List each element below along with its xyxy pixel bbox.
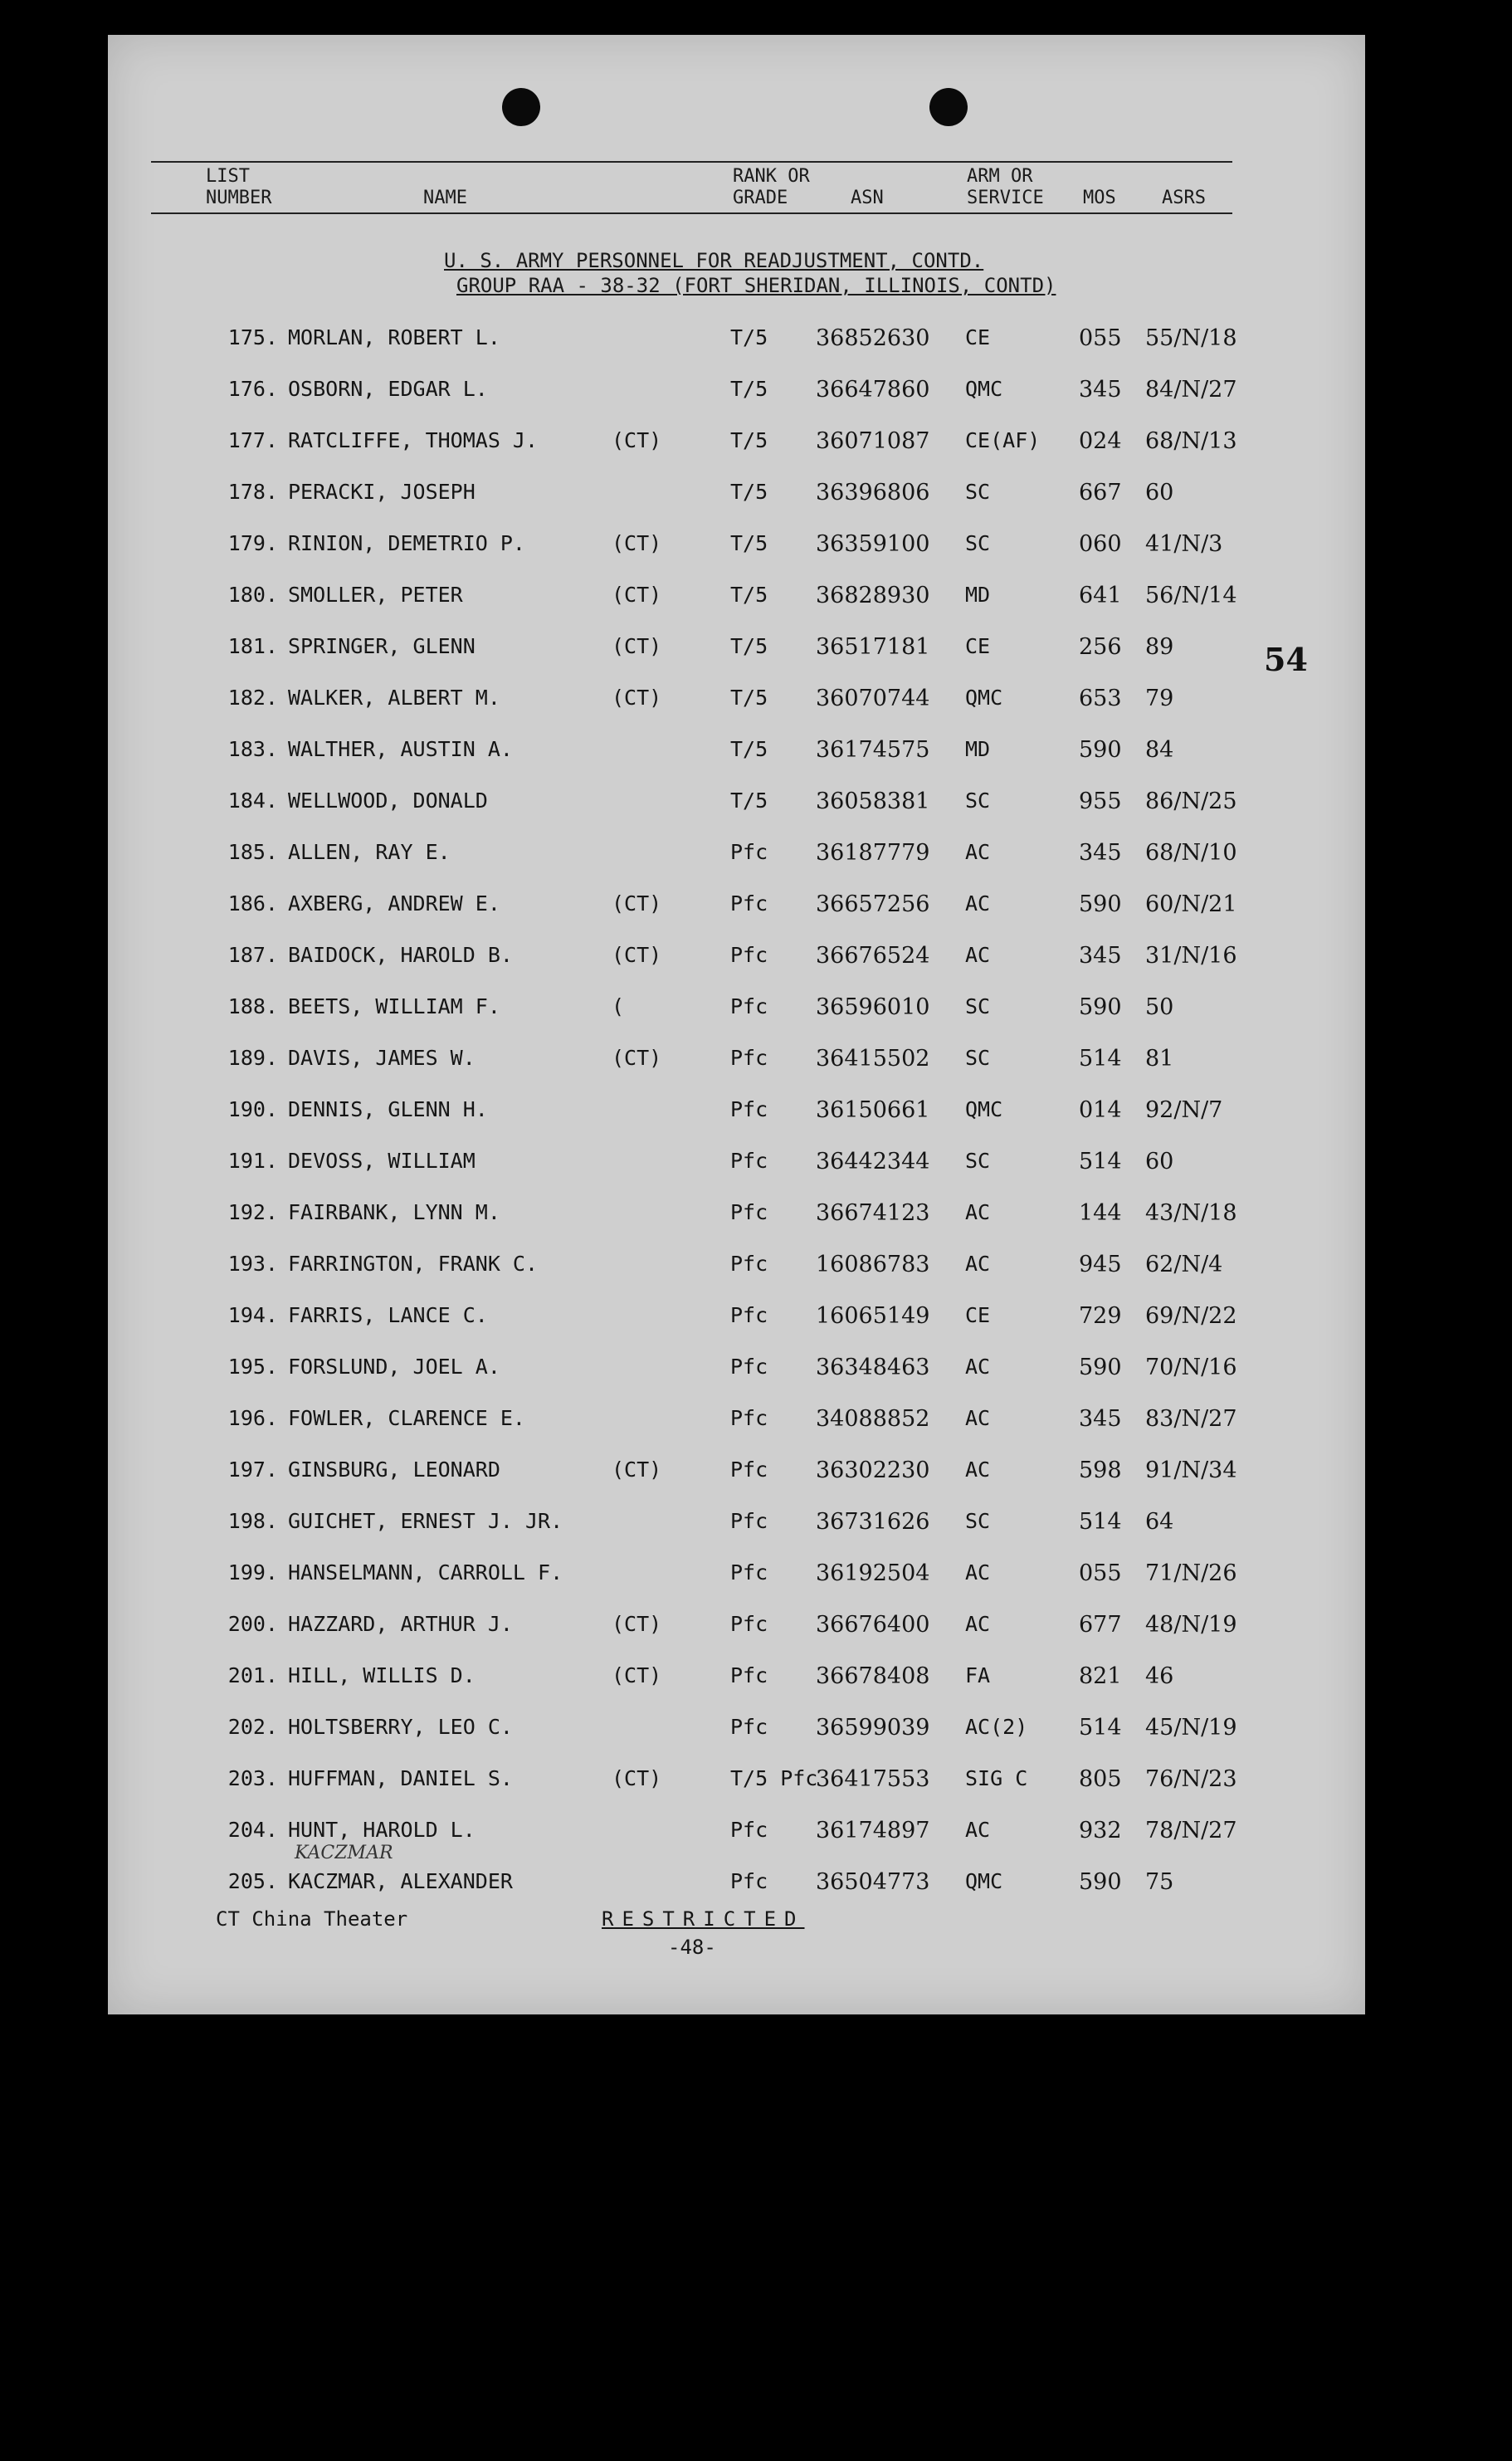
row-arm: QMC — [965, 1869, 1003, 1893]
row-asrs: 50 — [1145, 994, 1174, 1020]
row-asrs: 84 — [1145, 737, 1174, 763]
row-mos: 945 — [1079, 1252, 1122, 1277]
row-asrs: 68/N/10 — [1145, 840, 1237, 866]
row-arm: AC — [965, 1818, 991, 1842]
row-mos: 345 — [1079, 377, 1122, 403]
row-name: PERACKI, JOSEPH — [288, 480, 476, 504]
row-mos: 677 — [1079, 1612, 1122, 1638]
list-row — [108, 1200, 1365, 1233]
row-mos: 932 — [1079, 1818, 1122, 1843]
list-row — [108, 1458, 1365, 1491]
row-mos: 256 — [1079, 634, 1122, 660]
row-mos: 345 — [1079, 943, 1122, 969]
row-arm: AC — [965, 1560, 991, 1585]
list-row — [108, 1869, 1365, 1902]
row-rank: Pfc — [730, 1046, 768, 1070]
row-name: BEETS, WILLIAM F. — [288, 994, 500, 1018]
row-name: WALKER, ALBERT M. — [288, 686, 500, 710]
row-asrs: 64 — [1145, 1509, 1174, 1535]
row-arm: SC — [965, 1149, 991, 1173]
row-asrs: 43/N/18 — [1145, 1200, 1237, 1226]
list-row — [108, 1406, 1365, 1439]
row-asn: 16065149 — [816, 1303, 930, 1329]
row-asrs: 31/N/16 — [1145, 943, 1237, 969]
row-name: FARRINGTON, FRANK C. — [288, 1252, 539, 1276]
row-arm: AC — [965, 891, 991, 916]
row-name: FORSLUND, JOEL A. — [288, 1355, 500, 1379]
row-arm: CE — [965, 1303, 991, 1327]
row-mos: 590 — [1079, 1869, 1122, 1895]
list-row — [108, 1149, 1365, 1182]
list-row — [108, 840, 1365, 873]
header-top-rule — [151, 161, 1232, 163]
row-asn: 36599039 — [816, 1715, 930, 1741]
row-ct: (CT) — [612, 531, 662, 555]
row-rank: T/5 Pfc — [730, 1766, 818, 1790]
row-rank: Pfc — [730, 1303, 768, 1327]
footer-legend: CT China Theater — [216, 1907, 408, 1931]
list-row — [108, 531, 1365, 564]
row-mos: 055 — [1079, 1560, 1122, 1586]
row-asn: 34088852 — [816, 1406, 930, 1432]
row-asn: 36174897 — [816, 1818, 930, 1843]
row-mos: 729 — [1079, 1303, 1122, 1329]
row-rank: T/5 — [730, 737, 768, 761]
row-name: HANSELMANN, CARROLL F. — [288, 1560, 563, 1585]
row-rank: Pfc — [730, 1097, 768, 1121]
row-rank: T/5 — [730, 377, 768, 401]
section-title: U. S. ARMY PERSONNEL FOR READJUSTMENT, CONTD. — [444, 249, 984, 272]
row-asn: 36187779 — [816, 840, 930, 866]
row-ct: (CT) — [612, 686, 662, 710]
row-asrs: 71/N/26 — [1145, 1560, 1237, 1586]
row-rank: Pfc — [730, 840, 768, 864]
list-row — [108, 377, 1365, 410]
row-name: GUICHET, ERNEST J. JR. — [288, 1509, 563, 1533]
row-asn: 36676400 — [816, 1612, 930, 1638]
row-num: 183. — [227, 737, 278, 761]
header-list-number — [206, 166, 271, 209]
stamped-number: 54 — [1264, 641, 1308, 678]
row-rank: Pfc — [730, 1355, 768, 1379]
row-arm: SC — [965, 789, 991, 813]
row-arm: SC — [965, 1509, 991, 1533]
row-rank: Pfc — [730, 1560, 768, 1585]
row-num: 193. — [227, 1252, 278, 1276]
row-name: HUFFMAN, DANIEL S. — [288, 1766, 513, 1790]
row-num: 192. — [227, 1200, 278, 1224]
row-rank: T/5 — [730, 531, 768, 555]
row-num: 194. — [227, 1303, 278, 1327]
row-asrs: 60/N/21 — [1145, 891, 1237, 917]
list-row — [108, 1046, 1365, 1079]
row-num: 189. — [227, 1046, 278, 1070]
row-mos: 641 — [1079, 583, 1122, 608]
row-arm: AC — [965, 1252, 991, 1276]
header-arm-label: ARM OR — [967, 166, 1033, 187]
row-mos: 955 — [1079, 789, 1122, 814]
row-asrs: 45/N/19 — [1145, 1715, 1237, 1741]
row-mos: 590 — [1079, 1355, 1122, 1380]
list-row — [108, 1097, 1365, 1130]
row-asrs: 92/N/7 — [1145, 1097, 1223, 1123]
header-bottom-rule — [151, 212, 1232, 214]
header-rank-grade — [733, 166, 810, 209]
row-asrs: 84/N/27 — [1145, 377, 1237, 403]
row-mos: 590 — [1079, 994, 1122, 1020]
row-asn: 36396806 — [816, 480, 930, 505]
row-asn: 36828930 — [816, 583, 930, 608]
row-rank: T/5 — [730, 686, 768, 710]
row-mos: 514 — [1079, 1715, 1122, 1741]
row-arm: AC — [965, 1612, 991, 1636]
list-row — [108, 1766, 1365, 1799]
row-name: FARRIS, LANCE C. — [288, 1303, 488, 1327]
row-name: KACZMAR, ALEXANDER — [288, 1869, 513, 1893]
row-ct: (CT) — [612, 891, 662, 916]
row-arm: MD — [965, 583, 991, 607]
row-ct: (CT) — [612, 583, 662, 607]
row-asrs: 91/N/34 — [1145, 1458, 1237, 1483]
row-rank: Pfc — [730, 1869, 768, 1893]
list-row — [108, 428, 1365, 461]
list-row — [108, 325, 1365, 359]
row-mos: 055 — [1079, 325, 1122, 351]
row-arm: QMC — [965, 377, 1003, 401]
row-name: DEVOSS, WILLIAM — [288, 1149, 476, 1173]
row-asrs: 75 — [1145, 1869, 1174, 1895]
row-rank: T/5 — [730, 634, 768, 658]
row-asrs: 62/N/4 — [1145, 1252, 1223, 1277]
row-rank: Pfc — [730, 1715, 768, 1739]
row-mos: 024 — [1079, 428, 1122, 454]
row-name: HOLTSBERRY, LEO C. — [288, 1715, 513, 1739]
row-mos: 345 — [1079, 840, 1122, 866]
row-mos: 590 — [1079, 891, 1122, 917]
row-asn: 36071087 — [816, 428, 930, 454]
list-row — [108, 1715, 1365, 1748]
row-num: 205. — [227, 1869, 278, 1893]
row-ct: (CT) — [612, 428, 662, 452]
row-asrs: 83/N/27 — [1145, 1406, 1237, 1432]
header-arm-service — [967, 166, 1044, 209]
row-name: DAVIS, JAMES W. — [288, 1046, 476, 1070]
header-asrs: ASRS — [1162, 188, 1206, 208]
row-asrs: 48/N/19 — [1145, 1612, 1237, 1638]
row-arm: AC(2) — [965, 1715, 1028, 1739]
row-num: 178. — [227, 480, 278, 504]
row-asn: 36647860 — [816, 377, 930, 403]
list-row — [108, 1509, 1365, 1542]
row-name: RINION, DEMETRIO P. — [288, 531, 525, 555]
row-rank: Pfc — [730, 1818, 768, 1842]
header-name: NAME — [423, 188, 467, 208]
row-asn: 36359100 — [816, 531, 930, 557]
row-asn: 36442344 — [816, 1149, 930, 1174]
row-mos: 590 — [1079, 737, 1122, 763]
row-arm: AC — [965, 840, 991, 864]
list-row — [108, 1252, 1365, 1285]
row-mos: 514 — [1079, 1046, 1122, 1072]
row-asrs: 70/N/16 — [1145, 1355, 1237, 1380]
row-arm: AC — [965, 1355, 991, 1379]
row-num: 182. — [227, 686, 278, 710]
row-asn: 36678408 — [816, 1663, 930, 1689]
row-rank: Pfc — [730, 1200, 768, 1224]
row-asn: 36417553 — [816, 1766, 930, 1792]
row-name: AXBERG, ANDREW E. — [288, 891, 500, 916]
row-name: DENNIS, GLENN H. — [288, 1097, 488, 1121]
row-asrs: 60 — [1145, 480, 1174, 505]
row-asn: 36302230 — [816, 1458, 930, 1483]
row-mos: 514 — [1079, 1149, 1122, 1174]
row-arm: MD — [965, 737, 991, 761]
list-row — [108, 943, 1365, 976]
row-mos: 821 — [1079, 1663, 1122, 1689]
row-asrs: 41/N/3 — [1145, 531, 1223, 557]
header-rank-label: RANK OR — [733, 166, 810, 187]
row-asn: 36517181 — [816, 634, 930, 660]
row-asrs: 56/N/14 — [1145, 583, 1237, 608]
row-mos: 653 — [1079, 686, 1122, 711]
row-mos: 014 — [1079, 1097, 1122, 1123]
header-list-label: LIST — [206, 166, 250, 187]
row-num: 181. — [227, 634, 278, 658]
row-num: 175. — [227, 325, 278, 349]
row-asn: 36348463 — [816, 1355, 930, 1380]
row-num: 195. — [227, 1355, 278, 1379]
row-name: SMOLLER, PETER — [288, 583, 463, 607]
row-rank: T/5 — [730, 583, 768, 607]
row-num: 196. — [227, 1406, 278, 1430]
row-rank: Pfc — [730, 1612, 768, 1636]
row-asn: 36852630 — [816, 325, 930, 351]
row-asrs: 79 — [1145, 686, 1174, 711]
row-arm: QMC — [965, 686, 1003, 710]
row-mos: 060 — [1079, 531, 1122, 557]
row-mos: 805 — [1079, 1766, 1122, 1792]
row-asn: 36070744 — [816, 686, 930, 711]
header-number-label: NUMBER — [206, 188, 272, 208]
row-arm: CE — [965, 325, 991, 349]
row-arm: CE — [965, 634, 991, 658]
row-asrs: 46 — [1145, 1663, 1174, 1689]
row-num: 186. — [227, 891, 278, 916]
row-num: 187. — [227, 943, 278, 967]
row-rank: T/5 — [730, 789, 768, 813]
row-asn: 36150661 — [816, 1097, 930, 1123]
row-ct: (CT) — [612, 1046, 662, 1070]
row-rank: Pfc — [730, 1509, 768, 1533]
row-asrs: 68/N/13 — [1145, 428, 1237, 454]
row-asn: 36415502 — [816, 1046, 930, 1072]
header-grade-label: GRADE — [733, 188, 788, 208]
row-arm: AC — [965, 1406, 991, 1430]
list-row — [108, 634, 1365, 667]
row-arm: AC — [965, 943, 991, 967]
header-mos: MOS — [1083, 188, 1116, 208]
row-num: 201. — [227, 1663, 278, 1687]
list-row — [108, 1303, 1365, 1336]
row-asrs: 69/N/22 — [1145, 1303, 1237, 1329]
row-asn: 36657256 — [816, 891, 930, 917]
row-ct: (CT) — [612, 1458, 662, 1482]
row-ct: (CT) — [612, 1663, 662, 1687]
row-arm: CE(AF) — [965, 428, 1041, 452]
row-asrs: 55/N/18 — [1145, 325, 1237, 351]
row-asrs: 89 — [1145, 634, 1174, 660]
row-arm: AC — [965, 1458, 991, 1482]
row-arm: SC — [965, 994, 991, 1018]
row-num: 179. — [227, 531, 278, 555]
row-num: 202. — [227, 1715, 278, 1739]
row-mos: 598 — [1079, 1458, 1122, 1483]
row-num: 190. — [227, 1097, 278, 1121]
row-ct: (CT) — [612, 1612, 662, 1636]
list-row — [108, 1560, 1365, 1594]
document-page — [108, 35, 1365, 2014]
row-rank: Pfc — [730, 1458, 768, 1482]
header-asn: ASN — [851, 188, 884, 208]
list-row — [108, 583, 1365, 616]
row-name: FAIRBANK, LYNN M. — [288, 1200, 500, 1224]
row-name: WELLWOOD, DONALD — [288, 789, 488, 813]
row-ct: (CT) — [612, 1766, 662, 1790]
row-asn: 36596010 — [816, 994, 930, 1020]
row-mos: 667 — [1079, 480, 1122, 505]
list-row — [108, 737, 1365, 770]
row-rank: Pfc — [730, 1663, 768, 1687]
row-num: 204. — [227, 1818, 278, 1842]
section-subtitle: GROUP RAA - 38-32 (FORT SHERIDAN, ILLINOIS, CONTD) — [456, 274, 1056, 297]
row-rank: Pfc — [730, 1406, 768, 1430]
list-row — [108, 1612, 1365, 1645]
row-asn: 36676524 — [816, 943, 930, 969]
row-name: HAZZARD, ARTHUR J. — [288, 1612, 513, 1636]
row-asrs: 76/N/23 — [1145, 1766, 1237, 1792]
row-asn: 36058381 — [816, 789, 930, 814]
row-name: OSBORN, EDGAR L. — [288, 377, 488, 401]
row-rank: T/5 — [730, 325, 768, 349]
row-num: 180. — [227, 583, 278, 607]
row-arm: SC — [965, 1046, 991, 1070]
row-ct: (CT) — [612, 943, 662, 967]
row-asn: 36504773 — [816, 1869, 930, 1895]
row-asrs: 86/N/25 — [1145, 789, 1237, 814]
row-asn: 36674123 — [816, 1200, 930, 1226]
list-row — [108, 686, 1365, 719]
row-ct: (CT) — [612, 634, 662, 658]
row-num: 176. — [227, 377, 278, 401]
row-num: 200. — [227, 1612, 278, 1636]
row-num: 177. — [227, 428, 278, 452]
list-row — [108, 891, 1365, 925]
row-num: 185. — [227, 840, 278, 864]
row-arm: SIG C — [965, 1766, 1028, 1790]
punch-hole-left — [502, 88, 540, 126]
row-arm: SC — [965, 480, 991, 504]
row-rank: Pfc — [730, 1149, 768, 1173]
row-name: HILL, WILLIS D. — [288, 1663, 476, 1687]
row-num: 203. — [227, 1766, 278, 1790]
row-name: GINSBURG, LEONARD — [288, 1458, 500, 1482]
row-num: 199. — [227, 1560, 278, 1585]
row-asrs: 81 — [1145, 1046, 1174, 1072]
list-row — [108, 1663, 1365, 1697]
row-num: 198. — [227, 1509, 278, 1533]
row-mos: 514 — [1079, 1509, 1122, 1535]
row-asn: 16086783 — [816, 1252, 930, 1277]
punch-hole-right — [929, 88, 968, 126]
row-asrs: 60 — [1145, 1149, 1174, 1174]
row-arm: QMC — [965, 1097, 1003, 1121]
row-asn: 36731626 — [816, 1509, 930, 1535]
row-mos: 144 — [1079, 1200, 1122, 1226]
handwritten-correction: KACZMAR — [295, 1843, 393, 1863]
row-name: HUNT, HAROLD L. — [288, 1818, 476, 1842]
restricted-marking: RESTRICTED — [602, 1907, 805, 1931]
row-num: 191. — [227, 1149, 278, 1173]
list-row — [108, 480, 1365, 513]
row-arm: FA — [965, 1663, 991, 1687]
row-rank: T/5 — [730, 480, 768, 504]
row-rank: Pfc — [730, 1252, 768, 1276]
page-number: -48- — [668, 1936, 716, 1959]
list-row — [108, 789, 1365, 822]
row-mos: 345 — [1079, 1406, 1122, 1432]
row-name: SPRINGER, GLENN — [288, 634, 476, 658]
row-name: WALTHER, AUSTIN A. — [288, 737, 513, 761]
row-num: 188. — [227, 994, 278, 1018]
row-name: ALLEN, RAY E. — [288, 840, 451, 864]
row-asn: 36192504 — [816, 1560, 930, 1586]
row-num: 197. — [227, 1458, 278, 1482]
row-arm: AC — [965, 1200, 991, 1224]
row-name: BAIDOCK, HAROLD B. — [288, 943, 513, 967]
row-arm: SC — [965, 531, 991, 555]
row-rank: Pfc — [730, 943, 768, 967]
row-name: FOWLER, CLARENCE E. — [288, 1406, 525, 1430]
list-row — [108, 994, 1365, 1028]
row-rank: Pfc — [730, 891, 768, 916]
row-rank: T/5 — [730, 428, 768, 452]
row-name: RATCLIFFE, THOMAS J. — [288, 428, 539, 452]
row-ct: ( — [612, 994, 625, 1018]
row-rank: Pfc — [730, 994, 768, 1018]
header-service-label: SERVICE — [967, 188, 1044, 208]
row-asrs: 78/N/27 — [1145, 1818, 1237, 1843]
row-name: MORLAN, ROBERT L. — [288, 325, 500, 349]
list-row — [108, 1355, 1365, 1388]
row-num: 184. — [227, 789, 278, 813]
row-asn: 36174575 — [816, 737, 930, 763]
